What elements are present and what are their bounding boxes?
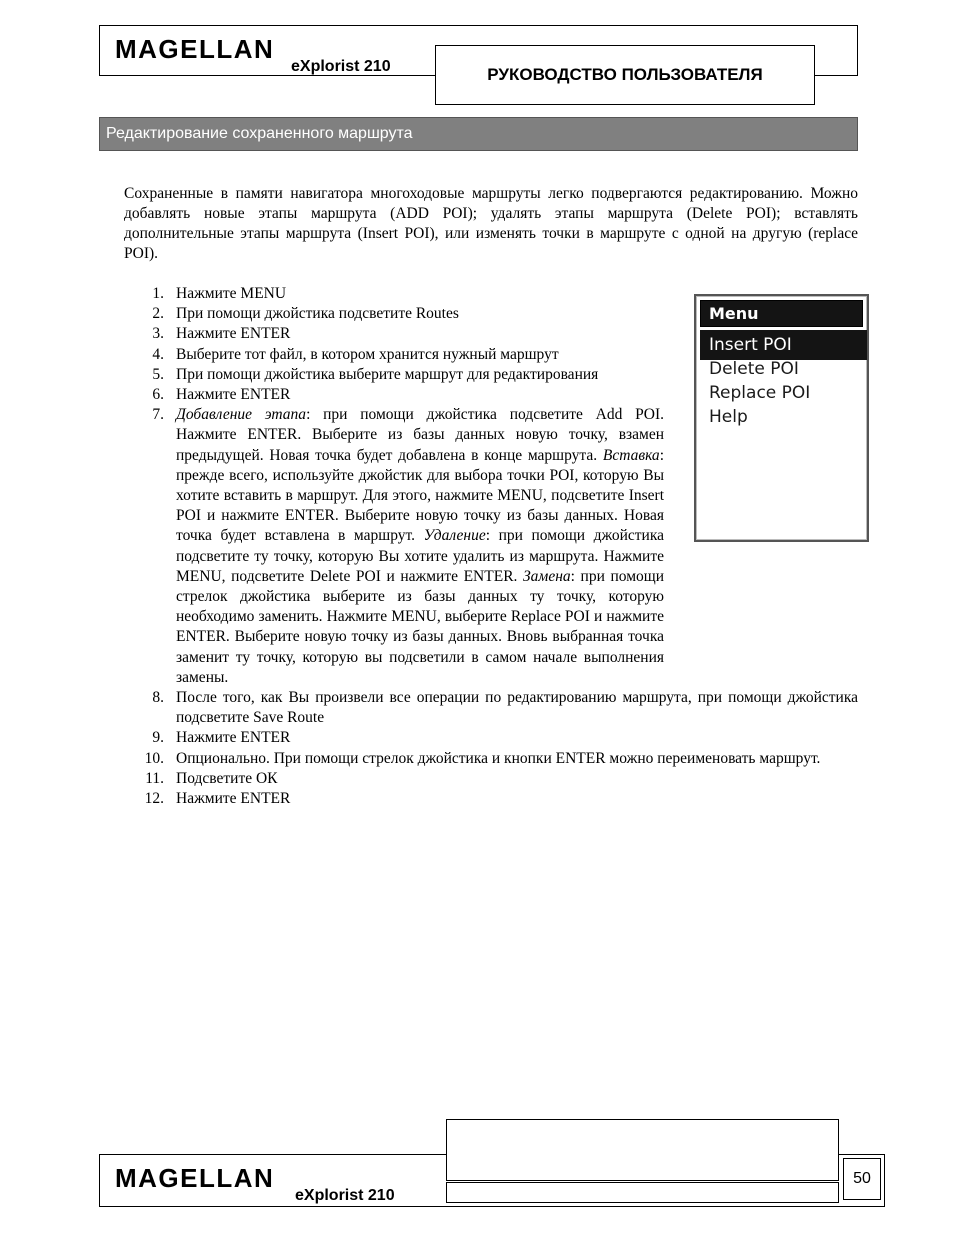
- step-number: 9.: [152, 729, 164, 747]
- page-number: 50: [843, 1158, 881, 1200]
- intro-paragraph: Сохраненные в памяти навигатора многоходовые маршруты легко подвергаются редактированию. Можно добавлять новые этапы маршрута (ADD POI); удалять этапы маршрута (Delete POI); вставлять дополнительные этапы маршрута (Insert POI), или изменять точки в маршруте с одной на другую (replace POI).: [124, 185, 858, 262]
- list-item: [124, 769, 858, 789]
- step-number: 11.: [145, 769, 164, 787]
- step-text: После того, как Вы произвели все операции по редактированию маршрута, при помощи джойстика подсветите Save Route: [176, 689, 858, 727]
- step-insert-text: : прежде всего, используйте джойстик для выбора точки POI, которую Вы хотите вставить в маршрут. Для этого, нажмите MENU, подсветите Insert POI и нажмите ENTER. Выберите новую точку из базы данных. Новая точка будет вставлена в маршрут.: [176, 446, 664, 545]
- device-menu-item-insert-poi: Insert POI: [709, 335, 792, 355]
- step-text: Выберите тот файл, в котором хранится нужный маршрут: [176, 345, 559, 363]
- header-brand-logo: MAGELLAN: [115, 34, 275, 64]
- device-menu-screenshot: [694, 294, 869, 542]
- step-text: При помощи джойстика выберите маршрут для редактирования: [176, 365, 599, 383]
- footer-blank-box-large: [446, 1119, 839, 1181]
- step-text: Подсветите ОК: [176, 769, 278, 787]
- device-menu-title: Menu: [700, 300, 863, 327]
- footer-brand-logo: MAGELLAN: [115, 1163, 275, 1193]
- step-text: Нажмите ENTER: [176, 729, 291, 747]
- device-menu-item-help: Help: [709, 407, 748, 427]
- step-number: 8.: [152, 689, 164, 707]
- step-text: Нажмите MENU: [176, 285, 287, 302]
- step-number: 2.: [152, 305, 164, 323]
- device-menu-item-replace-poi: Replace POI: [709, 383, 811, 403]
- list-item: [124, 688, 858, 728]
- step-add-label: Добавление этапа: [176, 406, 307, 424]
- step-number: 3.: [152, 325, 164, 343]
- section-title: Редактирование сохраненного маршрута: [99, 117, 858, 151]
- step-add-text: : при помощи джойстика подсветите Add POI. Нажмите ENTER. Выберите из базы данных новую точку, взамен предыдущей. Новая точка будет добавлена в конце маршрута.: [176, 406, 664, 464]
- step-delete-text: : при помощи джойстика подсветите ту точку, которую Вы хотите удалить из маршрута. Нажмите MENU, подсветите Delete POI и нажмите ENTER.: [176, 527, 664, 585]
- step-delete-label: Удаление: [423, 527, 486, 545]
- step-number: 1.: [152, 285, 164, 302]
- step-number: 7.: [152, 406, 164, 424]
- footer-blank-box-small: [446, 1182, 839, 1203]
- step-replace-label: Замена: [523, 567, 571, 585]
- step-text: Опционально. При помощи стрелок джойстика и кнопки ENTER можно переименовать маршрут.: [176, 749, 821, 767]
- step-text: Нажмите ENTER: [176, 325, 291, 343]
- step-number: 10.: [144, 749, 164, 767]
- step-number: 6.: [152, 386, 164, 404]
- list-item: [124, 789, 858, 809]
- step-text: При помощи джойстика подсветите Routes: [176, 305, 459, 323]
- header-doc-title: РУКОВОДСТВО ПОЛЬЗОВАТЕЛЯ: [487, 65, 763, 84]
- step-text: Нажмите ENTER: [176, 386, 291, 404]
- list-item: [124, 749, 858, 769]
- list-item: [124, 728, 858, 748]
- step-text: Нажмите ENTER: [176, 790, 291, 808]
- footer-model-name: eXplorist 210: [295, 1187, 395, 1204]
- step-number: 12.: [144, 790, 164, 808]
- step-insert-label: Вставка: [602, 446, 660, 464]
- device-menu-item-delete-poi: Delete POI: [709, 359, 799, 379]
- step-number: 5.: [152, 365, 164, 383]
- header-model-name: eXplorist 210: [291, 58, 391, 75]
- header-doc-title-box: [435, 45, 815, 105]
- step-number: 4.: [152, 345, 164, 363]
- step-replace-text: : при помощи стрелок джойстика выберите из базы данных ту точку, которую необходимо заменить. Нажмите MENU, выберите Replace POI и нажмите ENTER. Выберите новую точку из базы данных. Вновь выбранная точка заменит ту точку, которую вы подсветили в самом начале выполнения замены.: [176, 567, 665, 686]
